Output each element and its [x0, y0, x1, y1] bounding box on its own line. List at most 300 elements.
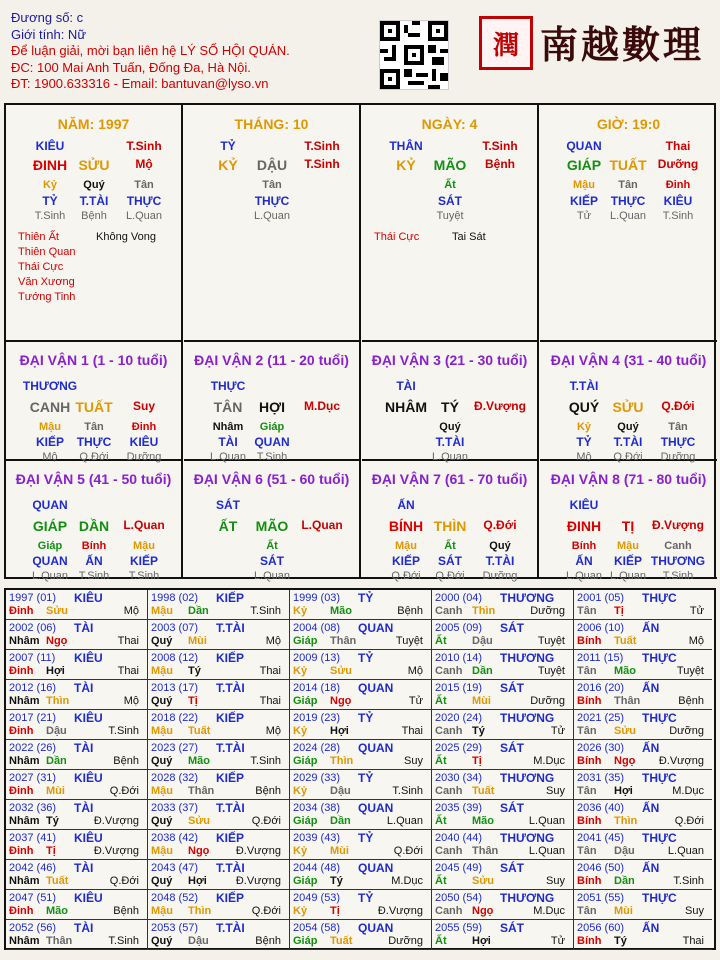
phase-label: Suy	[132, 399, 155, 413]
year-god: KIẾP	[216, 891, 245, 905]
hidden-phase: Tuyệt	[436, 210, 464, 222]
year-phase: Mộ	[407, 665, 423, 677]
year-label: 2035 (39)	[435, 802, 483, 814]
year-phase: Thai	[117, 665, 139, 677]
earthly-branch: SỬU	[612, 399, 644, 415]
year-cell	[6, 860, 148, 890]
year-cell	[290, 590, 432, 620]
year-stem: Giáp	[293, 875, 318, 887]
phase-label: Thai	[665, 139, 691, 153]
ten-god: THƯƠNG	[22, 379, 78, 393]
year-label: 2001 (05)	[577, 592, 625, 604]
year-branch: Mùi	[188, 635, 207, 647]
year-god: KIẾP	[216, 651, 245, 665]
year-cell	[6, 890, 148, 920]
year-branch: Thân	[330, 635, 357, 647]
star-item: Văn Xương	[18, 276, 75, 288]
year-cell	[6, 620, 148, 650]
pillar-title: ĐẠI VẬN 6 (51 - 60 tuổi)	[193, 471, 350, 487]
year-branch: Tị	[614, 605, 624, 617]
hidden-phase: L.Quan	[125, 210, 163, 222]
hidden-stem: Tân	[618, 179, 638, 191]
earthly-branch: THÌN	[433, 518, 467, 534]
year-branch: Mão	[188, 755, 210, 767]
year-phase: Bệnh	[397, 605, 423, 617]
hidden-god: T.TÀI	[435, 435, 465, 449]
year-branch: Thìn	[614, 815, 638, 827]
heavenly-stem: ĐINH	[566, 518, 602, 534]
year-god: THƯƠNG	[500, 831, 555, 845]
year-branch: Sửu	[188, 815, 211, 827]
year-god: THỰC	[642, 591, 677, 605]
year-stem: Quý	[151, 635, 173, 647]
ten-god: ẤN	[397, 498, 415, 512]
year-label: 2017 (21)	[9, 712, 57, 724]
hidden-god: ẤN	[85, 554, 103, 568]
hidden-stem: Tân	[84, 421, 104, 433]
year-phase: Bệnh	[113, 755, 139, 767]
year-god: KIÊU	[74, 711, 103, 725]
year-phase: L.Quan	[528, 815, 565, 827]
year-stem: Tân	[577, 785, 597, 797]
year-god: ẤN	[642, 681, 660, 695]
year-stem: Giáp	[293, 695, 318, 707]
phase-label: Dưỡng	[657, 157, 699, 171]
year-branch: Tị	[188, 695, 198, 707]
year-cell	[148, 680, 290, 710]
year-label: 2007 (11)	[9, 652, 56, 664]
year-cell	[290, 710, 432, 740]
pillar-title: NGÀY: 4	[421, 116, 478, 132]
pillar-panel	[4, 103, 716, 582]
year-god: SÁT	[500, 681, 524, 695]
hidden-phase: T.Sinh	[662, 210, 694, 222]
hidden-phase: Mộ	[576, 451, 592, 463]
year-phase: Mộ	[265, 725, 281, 737]
year-branch: Hợi	[330, 725, 349, 737]
year-label: 2014 (18)	[293, 682, 341, 694]
year-stem: Ất	[435, 875, 447, 887]
phase-label: Q.Đới	[661, 399, 695, 413]
phase-label: T.Sinh	[304, 157, 340, 171]
year-cell	[148, 890, 290, 920]
year-phase: Q.Đới	[109, 875, 139, 887]
year-phase: Đ.Vượng	[235, 875, 281, 887]
year-branch: Tý	[46, 815, 59, 827]
year-label: 2051 (55)	[577, 892, 625, 904]
year-label: 2039 (43)	[293, 832, 341, 844]
year-branch: Tị	[330, 905, 340, 917]
pillar-0	[6, 105, 183, 342]
year-phase: T.Sinh	[108, 935, 139, 947]
year-branch: Tuất	[46, 875, 69, 887]
year-stem: Đinh	[9, 725, 34, 737]
year-label: 1997 (01)	[9, 592, 57, 604]
year-stem: Giáp	[293, 935, 318, 947]
hidden-stem: Ất	[444, 540, 456, 552]
year-label: 2047 (51)	[9, 892, 57, 904]
brand-title: 南越數理	[540, 22, 705, 67]
hidden-stem: Ất	[266, 540, 278, 552]
phase-label: T.Sinh	[482, 139, 518, 153]
year-phase: M.Dục	[672, 785, 704, 797]
year-phase: Tử	[550, 725, 565, 737]
hidden-stem: Nhâm	[212, 421, 244, 433]
earthly-branch: TỊ	[621, 518, 635, 534]
dai-van-1	[184, 342, 361, 461]
year-branch: Mùi	[472, 695, 491, 707]
year-branch: Thìn	[188, 905, 212, 917]
year-phase: T.Sinh	[250, 605, 281, 617]
year-cell	[6, 920, 148, 950]
year-stem: Kỷ	[293, 725, 308, 737]
year-stem: Kỷ	[293, 845, 308, 857]
dai-van-3	[540, 342, 717, 461]
year-label: 2002 (06)	[9, 622, 57, 634]
hidden-god: KIÊU	[129, 435, 159, 449]
year-god: THỰC	[642, 891, 677, 905]
year-phase: Tuyệt	[537, 635, 565, 647]
year-cell	[148, 830, 290, 860]
year-label: 2053 (57)	[151, 922, 199, 934]
hidden-stem: Bính	[81, 540, 107, 552]
hidden-god: KIẾP	[35, 435, 64, 449]
hidden-stem: Đinh	[131, 421, 157, 433]
hidden-god: TÀI	[218, 435, 238, 449]
hidden-phase: Q.Đới	[435, 570, 465, 582]
year-cell	[432, 710, 574, 740]
year-label: 2004 (08)	[293, 622, 341, 634]
year-branch: Hợi	[46, 665, 65, 677]
year-god: ẤN	[642, 921, 660, 935]
ten-god: TỶ	[220, 139, 236, 153]
year-branch: Dậu	[46, 725, 67, 737]
year-god: ẤN	[642, 621, 660, 635]
year-stem: Canh	[435, 905, 463, 917]
year-cell	[290, 770, 432, 800]
hidden-stem: Mậu	[617, 540, 639, 552]
year-label: 2005 (09)	[435, 622, 483, 634]
year-god: KIẾP	[216, 831, 245, 845]
ten-god: SÁT	[216, 498, 240, 512]
year-phase: Thai	[259, 665, 281, 677]
year-stem: Bính	[577, 755, 602, 767]
phase-label: L.Quan	[123, 518, 165, 532]
year-cell	[432, 890, 574, 920]
year-cell	[574, 770, 712, 800]
owner-name: Đương số: c	[11, 10, 84, 25]
hidden-stem: Kỷ	[576, 421, 592, 433]
hidden-phase: L.Quan	[431, 451, 469, 463]
year-stem: Tân	[577, 905, 597, 917]
star-item: Tướng Tinh	[18, 291, 76, 303]
year-cell	[290, 620, 432, 650]
heavenly-stem: CANH	[29, 399, 71, 415]
year-branch: Hợi	[472, 935, 491, 947]
year-stem: Nhâm	[9, 935, 40, 947]
hidden-stem: Tân	[262, 179, 282, 191]
year-cell	[432, 740, 574, 770]
ten-god: T.TÀI	[569, 379, 599, 393]
year-stem: Đinh	[9, 665, 34, 677]
year-stem: Bính	[577, 875, 602, 887]
year-god: SÁT	[500, 801, 524, 815]
star-item: Thái Cực	[374, 231, 420, 243]
hidden-stem: Ất	[444, 179, 456, 191]
year-label: 2010 (14)	[435, 652, 483, 664]
year-phase: M.Dục	[533, 905, 565, 917]
hidden-stem: Bính	[571, 540, 597, 552]
year-branch: Tị	[46, 845, 56, 857]
year-branch: Tý	[330, 875, 343, 887]
phase-label: Q.Đới	[483, 518, 517, 532]
year-label: 2026 (30)	[577, 742, 625, 754]
year-stem: Đinh	[9, 845, 34, 857]
year-label: 2030 (34)	[435, 772, 483, 784]
year-stem: Canh	[435, 605, 463, 617]
hidden-phase: Tử	[576, 210, 592, 222]
pillar-title: ĐẠI VẬN 8 (71 - 80 tuổi)	[550, 471, 707, 487]
year-god: T.TÀI	[216, 741, 245, 755]
hidden-phase: L.Quan	[609, 570, 647, 582]
year-god: T.TÀI	[216, 621, 245, 635]
year-branch: Ngọ	[614, 755, 636, 767]
year-phase: M.Dục	[391, 875, 423, 887]
year-branch: Thân	[188, 785, 215, 797]
year-phase: Tử	[689, 605, 704, 617]
year-branch: Mùi	[330, 845, 349, 857]
year-phase: M.Dục	[533, 755, 565, 767]
hidden-phase: Dưỡng	[126, 451, 162, 463]
year-phase: Dưỡng	[388, 935, 423, 947]
hidden-god: ẤN	[575, 554, 593, 568]
star-item: Không Vong	[96, 231, 156, 243]
year-label: 2023 (27)	[151, 742, 199, 754]
year-label: 2048 (52)	[151, 892, 199, 904]
hidden-phase: L.Quan	[253, 210, 291, 222]
year-branch: Thìn	[472, 605, 496, 617]
hidden-phase: Dưỡng	[482, 570, 518, 582]
year-stem: Quý	[151, 875, 173, 887]
hidden-phase: T.Sinh	[128, 570, 160, 582]
year-label: 2008 (12)	[151, 652, 199, 664]
year-god: QUAN	[358, 801, 394, 815]
hidden-phase: T.Sinh	[34, 210, 66, 222]
year-cell	[574, 920, 712, 950]
year-stem: Đinh	[9, 905, 34, 917]
address: ĐC: 100 Mai Anh Tuấn, Đống Đa, Hà Nội.	[11, 59, 251, 75]
year-branch: Mùi	[614, 905, 633, 917]
year-cell	[574, 680, 712, 710]
pillar-title: GIỜ: 19:0	[596, 116, 661, 132]
year-branch: Sửu	[330, 665, 353, 677]
hidden-god: KIÊU	[663, 194, 693, 208]
year-god: TỶ	[358, 711, 374, 725]
year-label: 2000 (04)	[435, 592, 483, 604]
year-god: THỰC	[642, 651, 677, 665]
year-cell	[6, 830, 148, 860]
year-label: 2040 (44)	[435, 832, 483, 844]
year-cell	[148, 710, 290, 740]
year-god: TÀI	[74, 861, 94, 875]
year-label: 2018 (22)	[151, 712, 199, 724]
year-label: 2020 (24)	[435, 712, 483, 724]
hidden-god: THỰC	[76, 435, 112, 449]
year-phase: Bệnh	[678, 695, 704, 707]
year-branch: Sửu	[472, 875, 495, 887]
hidden-phase: L.Quan	[609, 210, 647, 222]
year-phase: Q.Đới	[393, 845, 423, 857]
year-cell	[148, 650, 290, 680]
year-cell	[6, 740, 148, 770]
pillar-title: ĐẠI VẬN 1 (1 - 10 tuổi)	[19, 352, 168, 368]
year-cell	[432, 620, 574, 650]
hidden-god: KIẾP	[391, 554, 420, 568]
year-stem: Nhâm	[9, 635, 40, 647]
year-stem: Bính	[577, 635, 602, 647]
year-cell	[574, 890, 712, 920]
year-god: QUAN	[358, 921, 394, 935]
year-cell	[574, 710, 712, 740]
header-info	[11, 10, 290, 93]
hidden-stem: Quý	[489, 540, 511, 552]
year-god: ẤN	[642, 861, 660, 875]
year-branch: Ngọ	[188, 845, 210, 857]
hidden-god: QUAN	[254, 435, 290, 449]
year-god: TỶ	[358, 831, 374, 845]
earthly-branch: MÃO	[433, 157, 467, 173]
phase-label: Đ.Vượng	[652, 518, 704, 532]
earthly-branch: TÝ	[441, 399, 459, 415]
year-god: T.TÀI	[216, 921, 245, 935]
year-stem: Mậu	[151, 605, 173, 617]
year-label: 2055 (59)	[435, 922, 483, 934]
heavenly-stem: GIÁP	[566, 157, 602, 173]
year-phase: Tuyệt	[395, 635, 423, 647]
year-stem: Ất	[435, 755, 447, 767]
year-cell	[574, 740, 712, 770]
year-branch: Sửu	[614, 725, 637, 737]
ten-god: KIÊU	[569, 498, 599, 512]
hidden-god: QUAN	[32, 554, 68, 568]
pillar-title: ĐẠI VẬN 2 (11 - 20 tuổi)	[194, 352, 349, 368]
year-branch: Mão	[46, 905, 68, 917]
year-stem: Kỷ	[293, 905, 308, 917]
year-phase: Đ.Vượng	[235, 845, 281, 857]
hidden-phase: Q.Đới	[613, 451, 643, 463]
year-cell	[148, 740, 290, 770]
year-phase: T.Sinh	[392, 785, 423, 797]
year-stem: Mậu	[151, 725, 173, 737]
year-phase: Q.Đới	[109, 785, 139, 797]
year-god: KIÊU	[74, 651, 103, 665]
year-branch: Dậu	[614, 845, 635, 857]
year-label: 2034 (38)	[293, 802, 341, 814]
dai-van-4	[6, 461, 183, 582]
phase-label: M.Dục	[304, 399, 340, 413]
ten-god: THÂN	[389, 139, 423, 153]
year-stem: Giáp	[293, 755, 318, 767]
year-phase: Dưỡng	[530, 605, 565, 617]
year-stem: Bính	[577, 695, 602, 707]
gender: Giới tính: Nữ	[11, 26, 87, 42]
year-label: 2003 (07)	[151, 622, 199, 634]
year-cell	[6, 680, 148, 710]
year-stem: Canh	[435, 785, 463, 797]
pillar-title: ĐẠI VẬN 3 (21 - 30 tuổi)	[371, 352, 528, 368]
hidden-stem: Kỷ	[42, 179, 58, 191]
year-phase: T.Sinh	[108, 725, 139, 737]
phase-label: T.Sinh	[304, 139, 340, 153]
heavenly-stem: KỶ	[218, 157, 238, 173]
year-phase: Đ.Vượng	[93, 815, 139, 827]
hidden-phase: Bệnh	[81, 210, 107, 222]
year-god: THỰC	[642, 831, 677, 845]
year-phase: T.Sinh	[673, 875, 704, 887]
year-god: SÁT	[500, 621, 524, 635]
year-god: THỰC	[642, 771, 677, 785]
year-stem: Bính	[577, 815, 602, 827]
year-god: KIẾP	[216, 711, 245, 725]
year-stem: Ất	[435, 635, 447, 647]
year-phase: Bệnh	[113, 905, 139, 917]
year-phase: Thai	[117, 635, 139, 647]
earthly-branch: DẦN	[78, 518, 110, 534]
year-cell	[6, 590, 148, 620]
year-phase: Q.Đới	[674, 815, 704, 827]
year-phase: Thai	[682, 935, 704, 947]
year-stem: Kỷ	[293, 605, 308, 617]
year-branch: Ngọ	[46, 635, 68, 647]
year-label: 2036 (40)	[577, 802, 625, 814]
year-grid	[4, 588, 716, 950]
hidden-god: KIẾP	[129, 554, 158, 568]
year-god: QUAN	[358, 681, 394, 695]
pillar-title: ĐẠI VẬN 7 (61 - 70 tuổi)	[371, 471, 528, 487]
year-branch: Dần	[614, 875, 635, 887]
year-label: 2029 (33)	[293, 772, 341, 784]
pillar-title: THÁNG: 10	[234, 116, 309, 132]
phone-email: ĐT: 1900.633316 - Email: bantuvan@lyso.vn	[11, 76, 269, 91]
year-branch: Mão	[472, 815, 494, 827]
year-stem: Mậu	[151, 845, 173, 857]
hidden-stem: Tân	[668, 421, 688, 433]
year-phase: Đ.Vượng	[93, 845, 139, 857]
year-stem: Tân	[577, 665, 597, 677]
year-label: 2049 (53)	[293, 892, 341, 904]
phase-label: T.Sinh	[126, 139, 162, 153]
hidden-god: SÁT	[438, 554, 462, 568]
year-label: 2022 (26)	[9, 742, 57, 754]
hidden-stem: Quý	[439, 421, 461, 433]
year-stem: Mậu	[151, 665, 173, 677]
heavenly-stem: ẤT	[218, 518, 238, 534]
year-label: 2011 (15)	[577, 652, 624, 664]
year-cell	[6, 770, 148, 800]
year-stem: Nhâm	[9, 875, 40, 887]
year-god: THƯƠNG	[500, 771, 555, 785]
star-item: Thiên Quan	[18, 246, 76, 258]
year-branch: Dần	[46, 755, 67, 767]
year-branch: Mão	[614, 665, 636, 677]
contact-note: Để luận giải, mời bạn liên hệ LÝ SỐ HỘI QUÁN.	[11, 43, 290, 58]
earthly-branch: SỬU	[78, 157, 110, 173]
year-label: 2009 (13)	[293, 652, 341, 664]
year-label: 2028 (32)	[151, 772, 199, 784]
year-cell	[6, 800, 148, 830]
year-cell	[148, 770, 290, 800]
year-label: 2050 (54)	[435, 892, 483, 904]
